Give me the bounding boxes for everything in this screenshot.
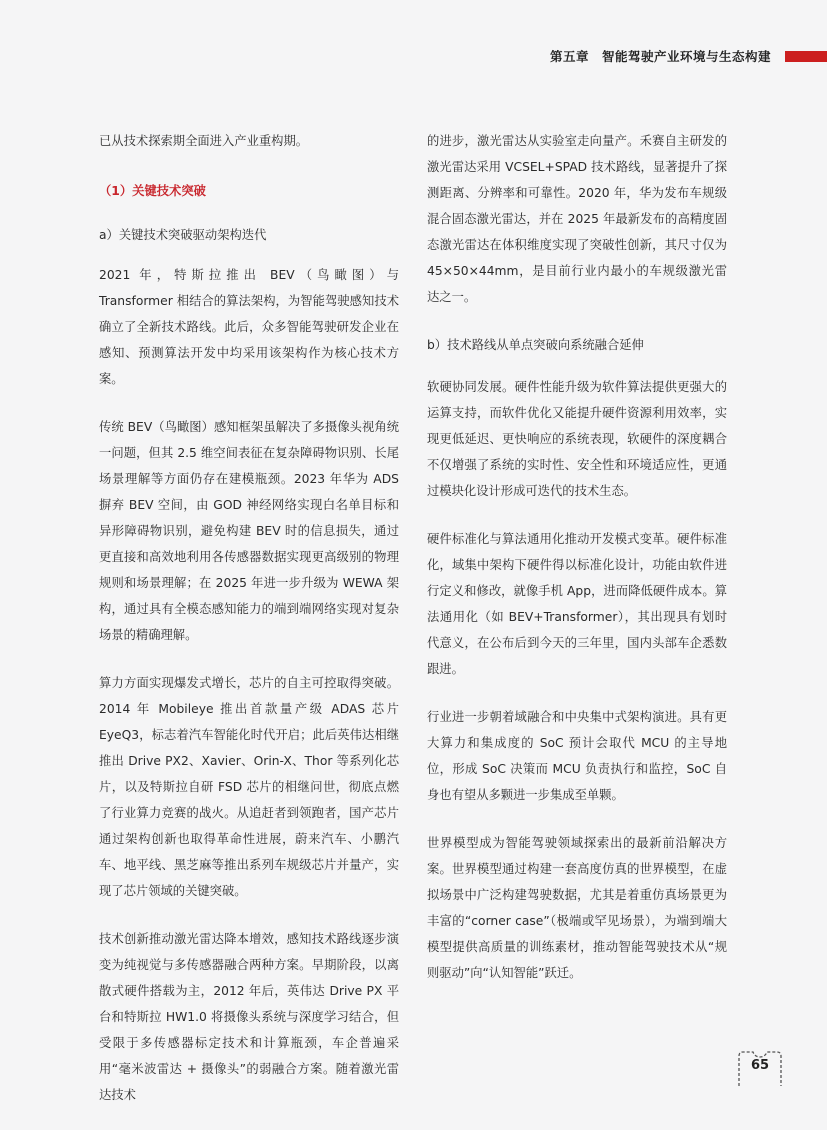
chapter-accent-bar bbox=[785, 51, 827, 62]
paragraph-world-model: 世界模型成为智能驾驶领域探索出的最新前沿解决方案。世界模型通过构建一套高度仿真的世界模型，在虚拟场景中广泛构建驾驶数据，尤其是着重仿真场景更为丰富的“corner case”（极端或罕见场景），为端到端大模型提供高质量的训练素材，推动智能驾驶技术从“规则驱动”向“认知智能”跃迁。 bbox=[427, 836, 727, 980]
chapter-header bbox=[550, 44, 827, 68]
chapter-title: 第五章 智能驾驶产业环境与生态构建 bbox=[549, 49, 771, 64]
paragraph-standardization: 硬件标准化与算法通用化推动开发模式变革。硬件标准化，域集中架构下硬件得以标准化设计，功能由软件进行定义和修改，就像手机 App，进而降低硬件成本。算法通用化（如 BEV+Transformer），其出现具有划时代意义，在公布后到今天的三年里，国内头部车企悉数跟进。 bbox=[427, 532, 727, 676]
subheading-a: a）关键技术突破驱动架构迭代 bbox=[99, 228, 267, 242]
section-heading: （1）关键技术突破 bbox=[99, 184, 206, 198]
right-column bbox=[427, 128, 727, 1008]
paragraph-hw-sw: 软硬协同发展。硬件性能升级为软件算法提供更强大的运算支持，而软件优化又能提升硬件资源利用效率，实现更低延迟、更快响应的系统表现，软硬件的深度耦合不仅增强了系统的实时性、安全性和环境适应性，更通过模块化设计形成可迭代的技术生态。 bbox=[427, 380, 727, 498]
subheading-b: b）技术路线从单点突破向系统融合延伸 bbox=[427, 338, 644, 352]
paragraph-compute: 算力方面实现爆发式增长，芯片的自主可控取得突破。2014 年 Mobileye 推出首款量产级 ADAS 芯片 EyeQ3，标志着汽车智能化时代开启；此后英伟达相继推出 Drive PX2、Xavier、Orin-X、Thor 等系列化芯片，以及特斯拉自研 FSD 芯片的相继问世，彻底点燃了行业算力竞赛的战火。从追赶者到领跑者，国产芯片通过架构创新也取得革命性进展，蔚来汽车、小鹏汽车、地平线、黑芝麻等推出系列车规级芯片并量产，实现了芯片领域的关键突破。 bbox=[99, 676, 399, 898]
paragraph-bev: 2021 年，特斯拉推出 BEV（鸟瞰图）与 Transformer 相结合的算法架构，为智能驾驶感知技术确立了全新技术路线。此后，众多智能驾驶研发企业在感知、预测算法开发中均采用该架构作为核心技术方案。 bbox=[99, 268, 399, 386]
paragraph-intro: 已从技术探索期全面进入产业重构期。 bbox=[99, 134, 309, 148]
page-number-badge bbox=[735, 1048, 785, 1088]
paragraph-lidar-cont: 的进步，激光雷达从实验室走向量产。禾赛自主研发的激光雷达采用 VCSEL+SPAD 技术路线，显著提升了探测距离、分辨率和可靠性。2020 年，华为发布车规级混合固态激光雷达，并在 2025 年最新发布的高精度固态激光雷达在体积维度实现了突破性创新，其尺寸仅为 45×50×44mm，是目前行业内最小的车规级激光雷达之一。 bbox=[427, 134, 727, 304]
paragraph-huawei-ads: 传统 BEV（鸟瞰图）感知框架虽解决了多摄像头视角统一问题，但其 2.5 维空间表征在复杂障碍物识别、长尾场景理解等方面仍存在建模瓶颈。2023 年华为 ADS 摒弃 BEV 空间，由 GOD 神经网络实现白名单目标和异形障碍物识别，避免构建 BEV 时的信息损失，通过更直接和高效地利用各传感器数据实现更高级别的物理规则和场景理解；在 2025 年进一步升级为 WEWA 架构，通过具有全模态感知能力的端到端网络实现对复杂场景的精确理解。 bbox=[99, 420, 399, 642]
paragraph-lidar: 技术创新推动激光雷达降本增效，感知技术路线逐步演变为纯视觉与多传感器融合两种方案。早期阶段，以离散式硬件搭载为主，2012 年后，英伟达 Drive PX 平台和特斯拉 HW1.0 将摄像头系统与深度学习结合，但受限于多传感器标定技术和计算瓶颈，车企普遍采用“毫米波雷达 + 摄像头”的弱融合方案。随着激光雷达技术 bbox=[99, 932, 399, 1102]
left-column bbox=[99, 128, 399, 1130]
paragraph-architecture: 行业进一步朝着域融合和中央集中式架构演进。具有更大算力和集成度的 SoC 预计会取代 MCU 的主导地位，形成 SoC 决策而 MCU 负责执行和监控，SoC 自身也有望从多颗进一步集成至单颗。 bbox=[427, 710, 727, 802]
page-number: 65 bbox=[750, 1058, 770, 1073]
